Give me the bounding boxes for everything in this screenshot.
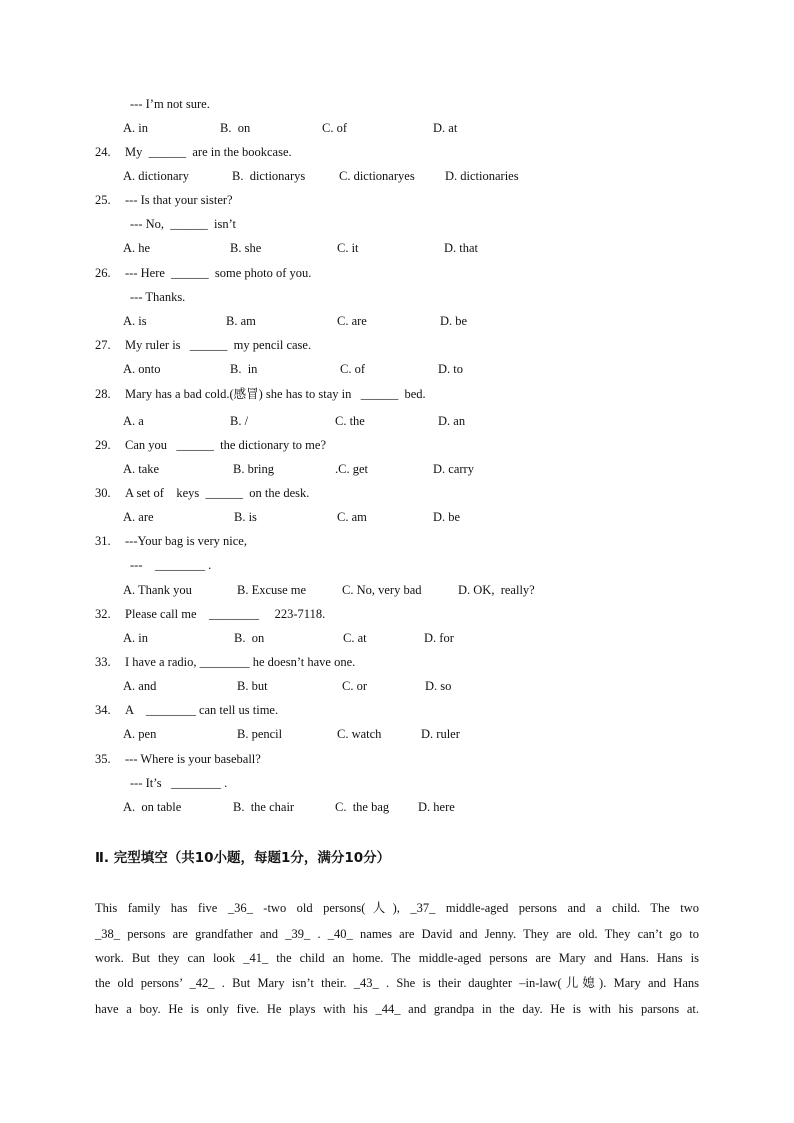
q29-option-a: A. take (123, 462, 160, 476)
q31-option-d: D. OK, really? (458, 583, 535, 597)
q26-option-b: B. am (226, 314, 256, 328)
q23-option-a: A. in (123, 121, 148, 135)
q33-option-a: A. and (123, 679, 157, 693)
q35-option-d: D. here (418, 800, 455, 814)
q33-number: 33. (95, 655, 111, 669)
q23-option-c: C. of (322, 121, 347, 135)
q27-number: 27. (95, 338, 111, 352)
q23-option-b: B. on (220, 121, 251, 135)
q27-stem: My ruler is ______ my pencil case. (125, 338, 312, 352)
q26-option-a: A. is (123, 314, 147, 328)
q28-option-d: D. an (438, 414, 466, 428)
q34-option-a: A. pen (123, 727, 157, 741)
question-23-reply: --- I’m not sure. (130, 97, 210, 111)
q28-stem: Mary has a bad cold.(感冒) she has to stay in ______ bed. (125, 387, 426, 401)
q24-option-c: C. dictionaryes (339, 169, 415, 183)
q30-number: 30. (95, 486, 111, 500)
q28-option-b: B. / (230, 414, 249, 428)
q31-reply: --- ________ . (130, 558, 212, 572)
q30-option-c: C. am (337, 510, 367, 524)
q33-stem: I have a radio, ________ he doesn’t have one. (125, 655, 356, 669)
q26-stem: --- Here ______ some photo of you. (125, 266, 312, 280)
q24-stem: My ______ are in the bookcase. (125, 145, 292, 159)
q25-option-c: C. it (337, 241, 359, 255)
cloze-line-1: This family has five _36_ -two old persons(人), _37_ middle-aged persons and a child. The two (95, 901, 699, 915)
q26-option-c: C. are (337, 314, 367, 328)
q23-option-d: D. at (433, 121, 458, 135)
q25-option-b: B. she (230, 241, 262, 255)
q31-option-a: A. Thank you (123, 583, 192, 597)
q32-stem: Please call me ________ 223-7118. (125, 607, 326, 621)
q29-option-c: .C. get (335, 462, 368, 476)
q32-option-d: D. for (424, 631, 454, 645)
q27-option-c: C. of (340, 362, 365, 376)
q28-option-a: A. a (123, 414, 144, 428)
q28-number: 28. (95, 387, 111, 401)
q28-option-c: C. the (335, 414, 365, 428)
q26-option-d: D. be (440, 314, 468, 328)
q29-stem: Can you ______ the dictionary to me? (125, 438, 327, 452)
q32-option-a: A. in (123, 631, 148, 645)
cloze-line-3: work. But they can look _41_ the child an home. The middle-aged persons are Mary and Hans. Hans is (95, 951, 699, 965)
q30-option-b: B. is (234, 510, 257, 524)
q34-option-c: C. watch (337, 727, 382, 741)
q26-number: 26. (95, 266, 111, 280)
q34-option-d: D. ruler (421, 727, 460, 741)
q24-option-a: A. dictionary (123, 169, 189, 183)
q29-option-b: B. bring (233, 462, 274, 476)
q24-option-d: D. dictionaries (445, 169, 519, 183)
q33-option-c: C. or (342, 679, 367, 693)
q35-option-b: B. the chair (233, 800, 295, 814)
q32-option-b: B. on (234, 631, 265, 645)
q30-option-a: A. are (123, 510, 154, 524)
q27-option-d: D. to (438, 362, 463, 376)
q33-option-d: D. so (425, 679, 452, 693)
section-2-heading: Ⅱ. 完型填空（共10小题，每题1分，满分10分） (95, 850, 391, 866)
q35-reply: --- It’s ________ . (130, 776, 228, 790)
q25-stem: --- Is that your sister? (125, 193, 233, 207)
q24-option-b: B. dictionarys (232, 169, 306, 183)
q31-number: 31. (95, 534, 111, 548)
q31-stem: ---Your bag is very nice, (125, 534, 247, 548)
q31-option-b: B. Excuse me (237, 583, 307, 597)
q29-number: 29. (95, 438, 111, 452)
q30-stem: A set of keys ______ on the desk. (125, 486, 310, 500)
q33-option-b: B. but (237, 679, 268, 693)
q25-reply: --- No, ______ isn’t (130, 217, 237, 231)
q26-reply: --- Thanks. (130, 290, 186, 304)
cloze-line-2: _38_ persons are grandfather and _39_ . _40_ names are David and Jenny. They are old. They can’t go to (95, 927, 699, 941)
q24-number: 24. (95, 145, 111, 159)
q35-option-a: A. on table (123, 800, 182, 814)
q30-option-d: D. be (433, 510, 461, 524)
q25-option-d: D. that (444, 241, 479, 255)
q34-stem: A ________ can tell us time. (125, 703, 279, 717)
q29-option-d: D. carry (433, 462, 474, 476)
q35-option-c: C. the bag (335, 800, 390, 814)
q25-number: 25. (95, 193, 111, 207)
q32-option-c: C. at (343, 631, 367, 645)
q34-number: 34. (95, 703, 111, 717)
q34-option-b: B. pencil (237, 727, 283, 741)
q27-option-b: B. in (230, 362, 258, 376)
q27-option-a: A. onto (123, 362, 161, 376)
cloze-line-4: the old persons’ _42_ . But Mary isn’t their. _43_ . She is their daughter –in-law(儿媳). Mary and Hans (95, 976, 699, 990)
q35-number: 35. (95, 752, 111, 766)
q35-stem: --- Where is your baseball? (125, 752, 261, 766)
q32-number: 32. (95, 607, 111, 621)
cloze-line-5: have a boy. He is only five. He plays with his _44_ and grandpa in the day. He is with his parsons at. (95, 1002, 699, 1016)
q31-option-c: C. No, very bad (342, 583, 422, 597)
q25-option-a: A. he (123, 241, 151, 255)
